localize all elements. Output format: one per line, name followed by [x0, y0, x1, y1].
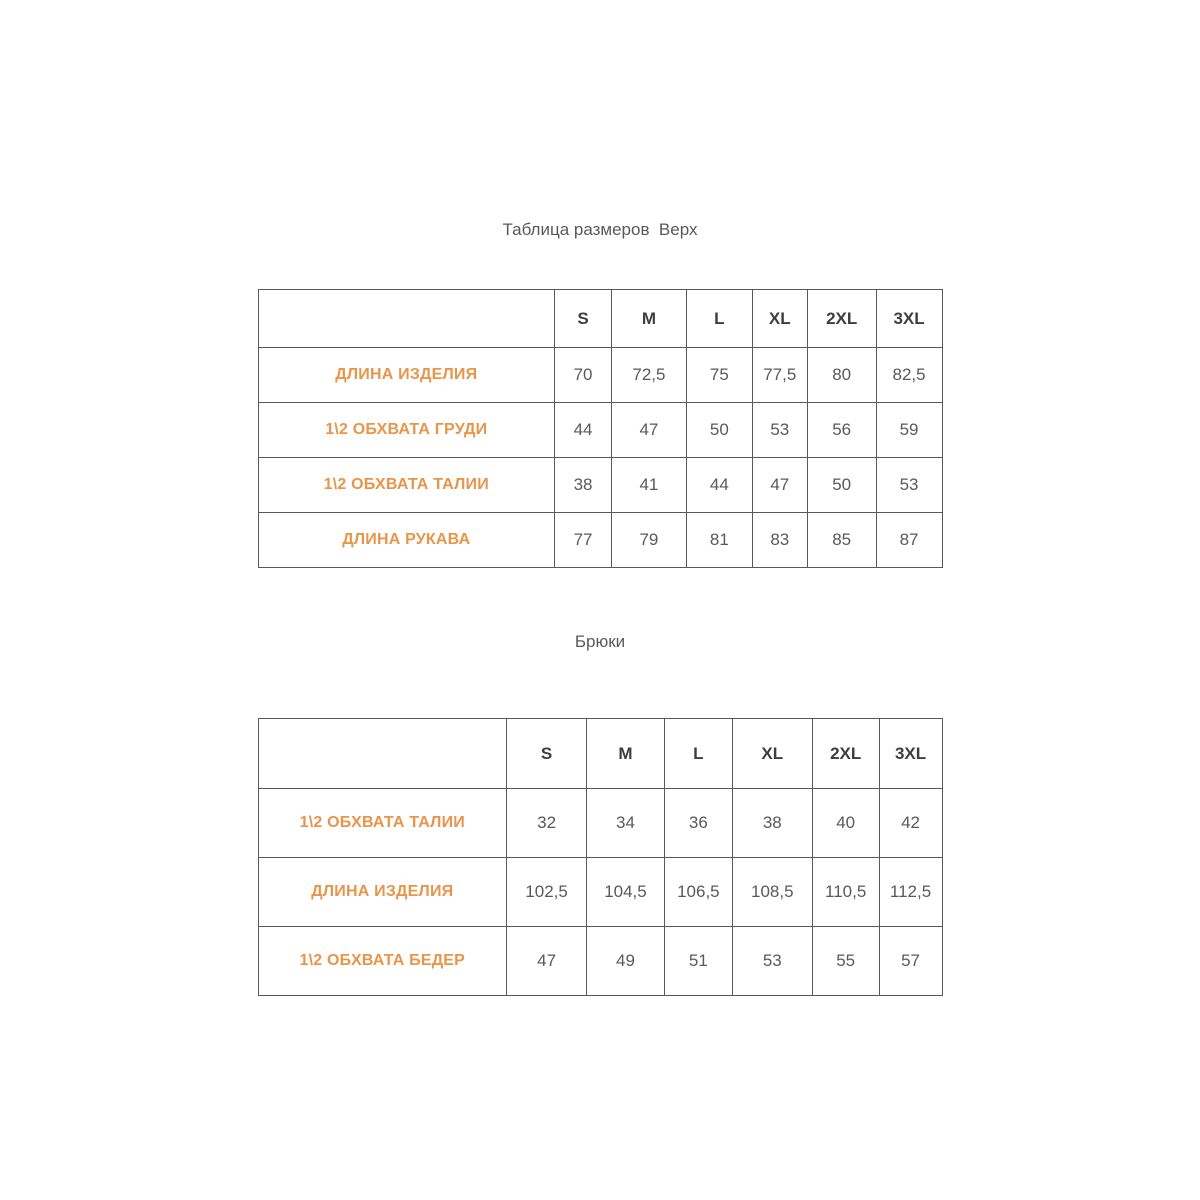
table-row — [258, 927, 942, 996]
measurement-value: 81 — [686, 513, 752, 568]
measurement-label: 1\2 ОБХВАТА ТАЛИИ — [258, 458, 555, 513]
size-header-cell: XL — [752, 290, 807, 348]
measurement-value: 53 — [732, 927, 812, 996]
measurement-value: 53 — [876, 458, 942, 513]
size-header-row — [258, 719, 942, 789]
measurement-value: 108,5 — [732, 858, 812, 927]
size-header-cell: L — [686, 290, 752, 348]
table-title-pants: Брюки — [574, 632, 626, 651]
table-title-top: Таблица размеров Верх — [502, 220, 698, 239]
measurement-label: ДЛИНА ИЗДЕЛИЯ — [258, 348, 555, 403]
corner-cell — [258, 290, 555, 348]
measurement-value: 40 — [812, 789, 879, 858]
size-table-top — [258, 289, 943, 568]
measurement-label: ДЛИНА РУКАВА — [258, 513, 555, 568]
size-header-cell: M — [611, 290, 686, 348]
measurement-value: 79 — [611, 513, 686, 568]
measurement-value: 57 — [879, 927, 942, 996]
measurement-label: 1\2 ОБХВАТА ТАЛИИ — [258, 789, 507, 858]
size-header-cell: 3XL — [879, 719, 942, 789]
measurement-value: 44 — [555, 403, 612, 458]
measurement-value: 55 — [812, 927, 879, 996]
measurement-value: 36 — [664, 789, 732, 858]
measurement-value: 34 — [587, 789, 665, 858]
measurement-value: 38 — [555, 458, 612, 513]
table-row — [258, 458, 942, 513]
measurement-value: 53 — [752, 403, 807, 458]
measurement-label: ДЛИНА ИЗДЕЛИЯ — [258, 858, 507, 927]
measurement-value: 59 — [876, 403, 942, 458]
measurement-value: 77,5 — [752, 348, 807, 403]
measurement-value: 70 — [555, 348, 612, 403]
size-header-cell: L — [664, 719, 732, 789]
size-table-pants — [258, 718, 943, 996]
size-charts-page — [258, 0, 943, 996]
table-row — [258, 348, 942, 403]
table-row — [258, 403, 942, 458]
size-header-cell: M — [587, 719, 665, 789]
measurement-value: 47 — [507, 927, 587, 996]
measurement-value: 42 — [879, 789, 942, 858]
table-row — [258, 858, 942, 927]
measurement-value: 110,5 — [812, 858, 879, 927]
measurement-value: 77 — [555, 513, 612, 568]
measurement-value: 87 — [876, 513, 942, 568]
measurement-value: 44 — [686, 458, 752, 513]
measurement-value: 32 — [507, 789, 587, 858]
measurement-value: 41 — [611, 458, 686, 513]
size-header-cell: 2XL — [807, 290, 876, 348]
measurement-value: 75 — [686, 348, 752, 403]
measurement-value: 83 — [752, 513, 807, 568]
corner-cell — [258, 719, 507, 789]
measurement-value: 102,5 — [507, 858, 587, 927]
measurement-value: 50 — [807, 458, 876, 513]
measurement-label: 1\2 ОБХВАТА БЕДЕР — [258, 927, 507, 996]
measurement-value: 38 — [732, 789, 812, 858]
measurement-label: 1\2 ОБХВАТА ГРУДИ — [258, 403, 555, 458]
size-header-cell: S — [507, 719, 587, 789]
measurement-value: 51 — [664, 927, 732, 996]
measurement-value: 72,5 — [611, 348, 686, 403]
measurement-value: 56 — [807, 403, 876, 458]
measurement-value: 106,5 — [664, 858, 732, 927]
measurement-value: 112,5 — [879, 858, 942, 927]
size-header-row — [258, 290, 942, 348]
size-header-cell: XL — [732, 719, 812, 789]
measurement-value: 80 — [807, 348, 876, 403]
size-header-cell: 2XL — [812, 719, 879, 789]
table-row — [258, 513, 942, 568]
size-header-cell: S — [555, 290, 612, 348]
table-row — [258, 789, 942, 858]
measurement-value: 49 — [587, 927, 665, 996]
measurement-value: 47 — [611, 403, 686, 458]
measurement-value: 82,5 — [876, 348, 942, 403]
size-header-cell: 3XL — [876, 290, 942, 348]
measurement-value: 47 — [752, 458, 807, 513]
measurement-value: 50 — [686, 403, 752, 458]
measurement-value: 104,5 — [587, 858, 665, 927]
measurement-value: 85 — [807, 513, 876, 568]
